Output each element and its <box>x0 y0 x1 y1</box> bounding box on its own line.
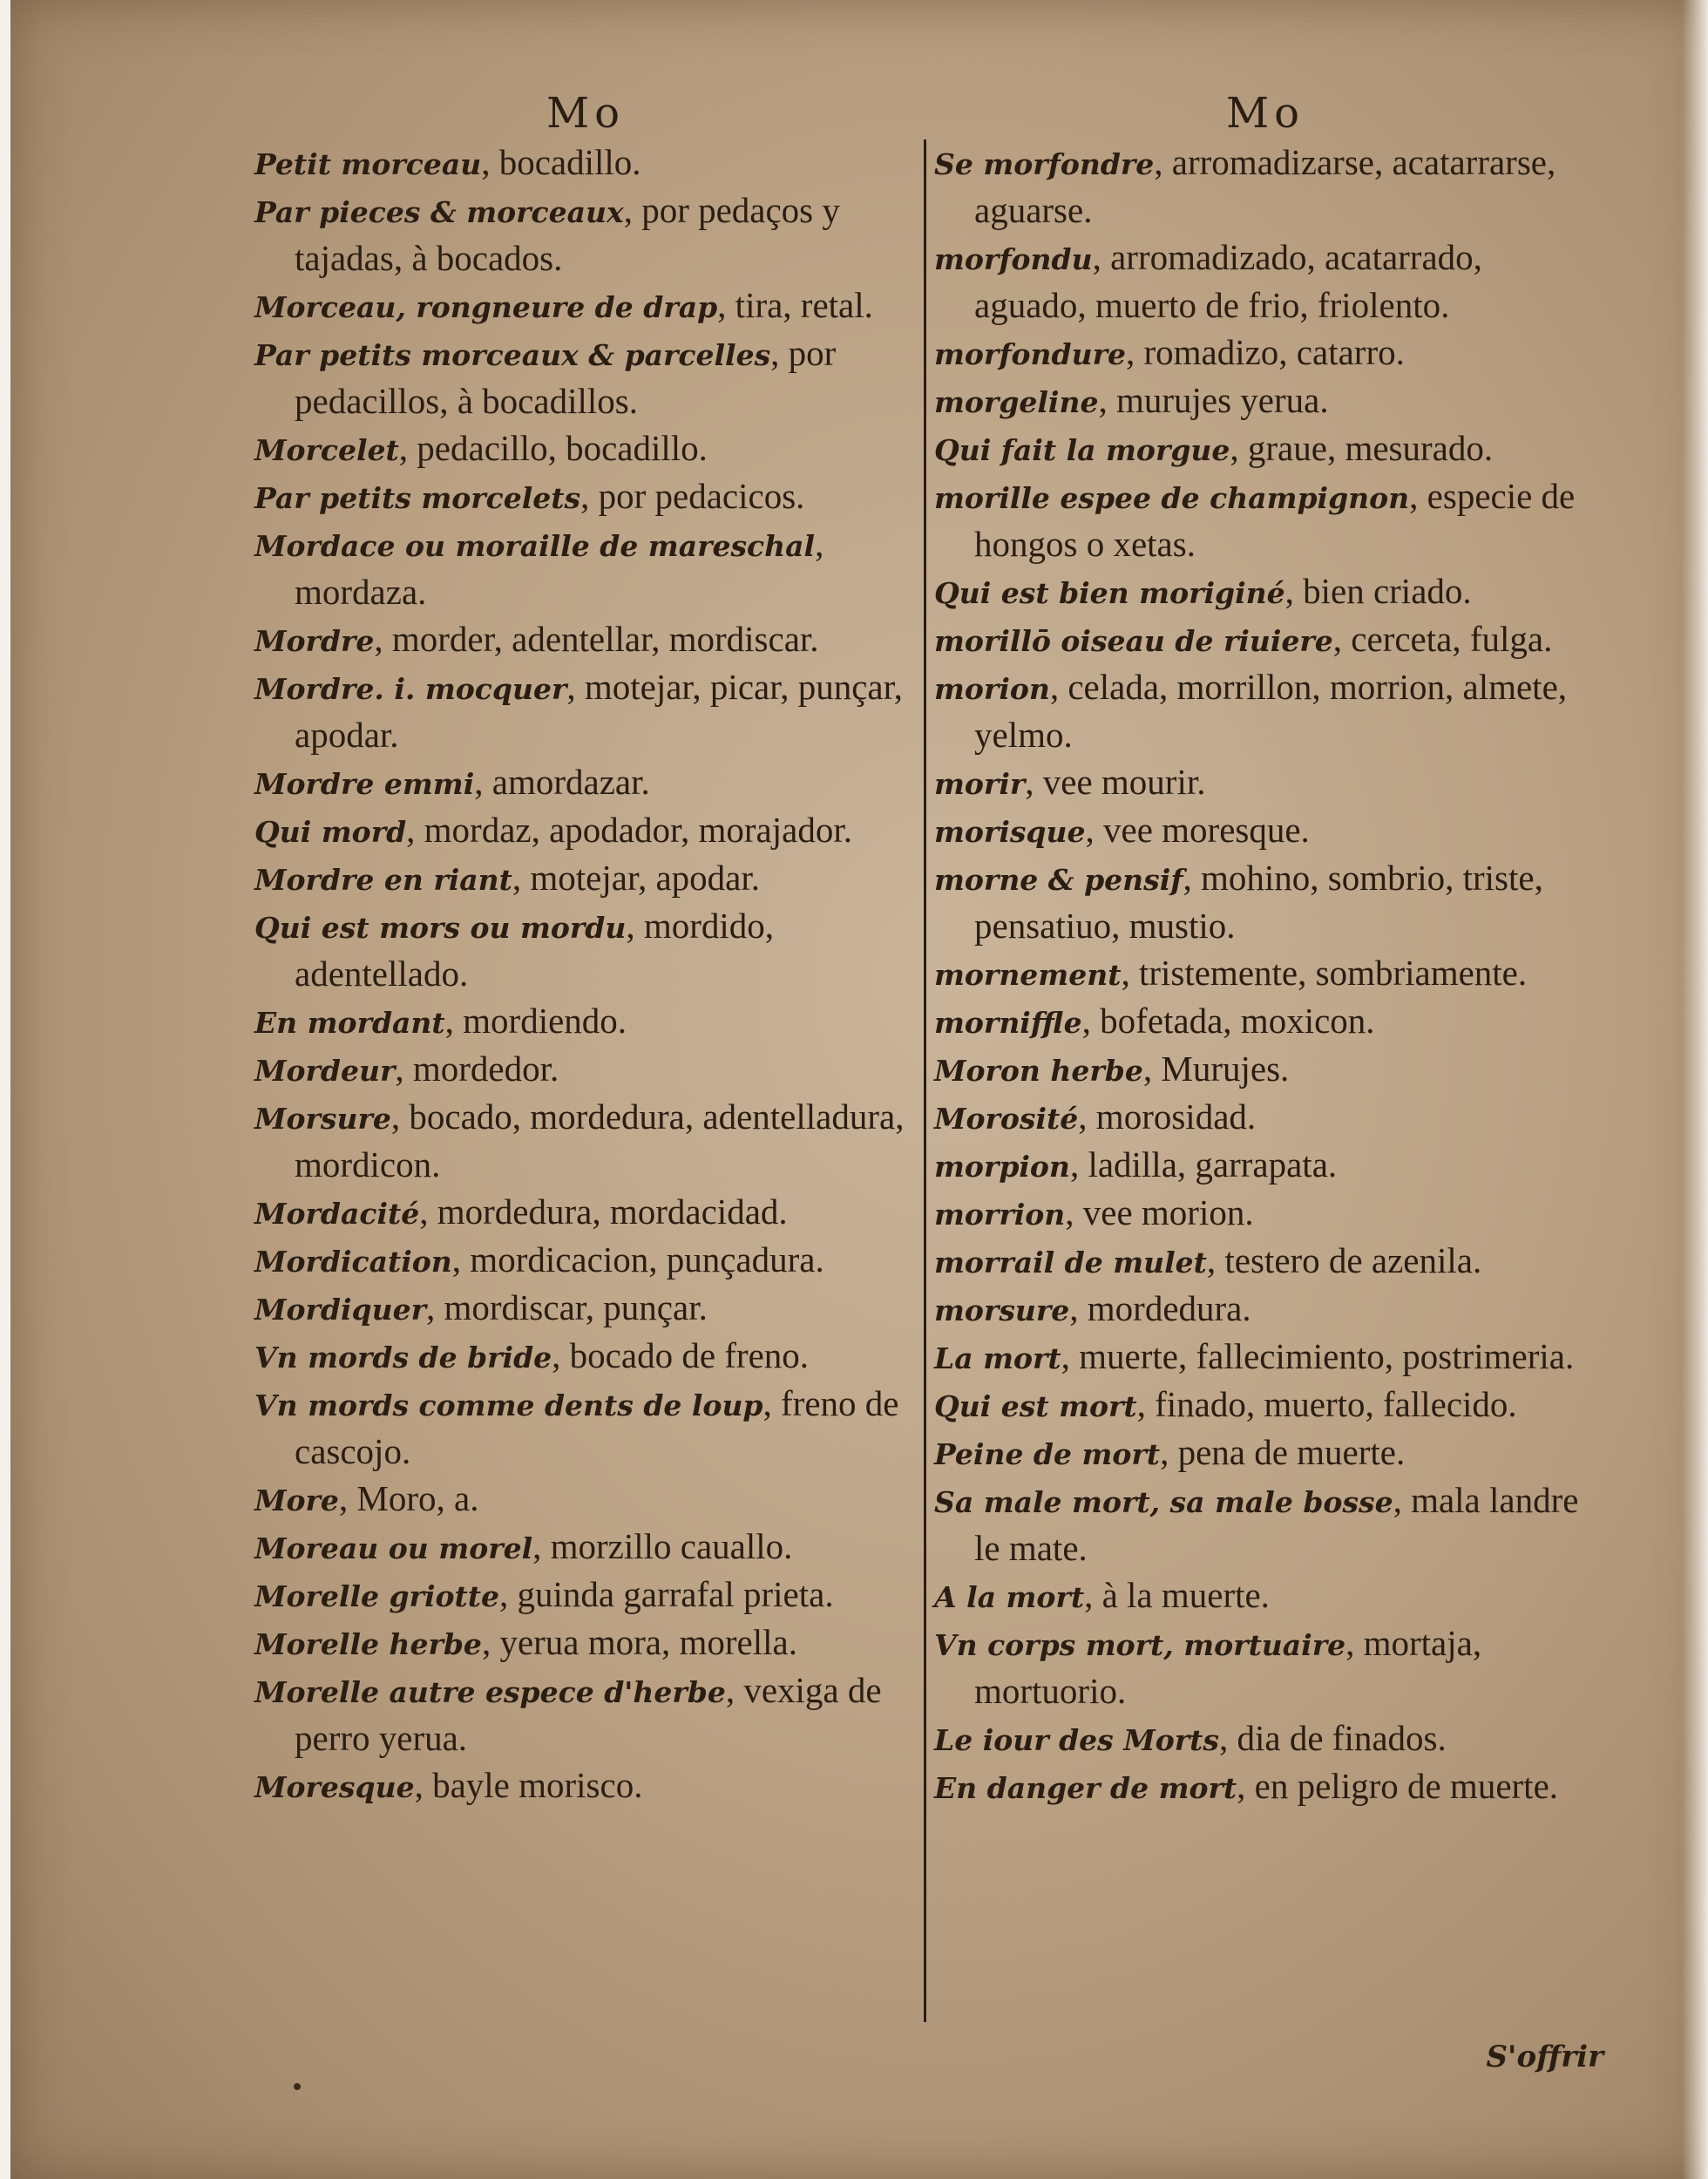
entry-translation: , à la muerte. <box>1084 1575 1270 1615</box>
entry-translation: , mohino, sombrio, triste, pensatiuo, mustio. <box>974 858 1543 946</box>
dictionary-entry <box>934 1286 1596 1334</box>
entry-headword: Moron herbe <box>934 1054 1143 1088</box>
dictionary-entry <box>934 759 1596 807</box>
entry-headword: morne & pensif <box>934 863 1183 897</box>
entry-headword: Par pieces & morceaux <box>254 195 624 229</box>
entry-translation: , dia de finados. <box>1219 1718 1447 1758</box>
entry-headword: A la mort <box>934 1580 1085 1614</box>
entry-translation: , ladilla, garrapata. <box>1069 1144 1338 1185</box>
entry-translation: , muerte, fallecimiento, postrimeria. <box>1061 1336 1575 1376</box>
entry-headword: Mordace ou moraille de mareschal <box>254 529 816 563</box>
entry-headword: Mordre en riant <box>254 863 512 897</box>
entry-headword: morillō oiseau de riuiere <box>934 624 1333 658</box>
dictionary-entry <box>254 282 917 330</box>
entry-headword: Sa male mort, sa male bosse <box>934 1485 1393 1519</box>
dictionary-entry <box>934 1094 1596 1142</box>
entry-headword: Vn mords comme dents de loup <box>254 1388 763 1422</box>
entry-translation: , bayle morisco. <box>414 1765 643 1805</box>
entry-headword: Vn corps mort, mortuaire <box>934 1628 1346 1662</box>
entry-translation: , tira, retal. <box>717 285 873 325</box>
entry-headword: Vn mords de bride <box>254 1341 552 1375</box>
dictionary-entry <box>254 139 917 187</box>
entry-headword: Morelle griotte <box>254 1579 499 1613</box>
entry-translation: , testero de azenila. <box>1206 1240 1482 1280</box>
entry-translation: , guinda garrafal prieta. <box>498 1574 834 1614</box>
entry-headword: Mordre <box>254 624 375 658</box>
entry-translation: , bocado de freno. <box>552 1335 810 1375</box>
dictionary-entry <box>934 234 1596 329</box>
entry-headword: La mort <box>934 1341 1061 1375</box>
entry-translation: , mordedura. <box>1069 1288 1251 1328</box>
entry-headword: morfondure <box>934 337 1126 371</box>
entry-translation: , Murujes. <box>1142 1049 1290 1089</box>
entry-headword: Par petits morcelets <box>254 481 581 515</box>
entry-translation: , mala landre le mate. <box>974 1480 1579 1568</box>
dictionary-entry <box>934 377 1596 425</box>
entry-translation: , por pedaços y tajadas, à bocados. <box>295 190 840 278</box>
dictionary-entry <box>254 1094 917 1189</box>
entry-translation: , mordaza. <box>295 524 824 612</box>
entry-translation: , vexiga de perro yerua. <box>295 1670 882 1758</box>
entry-headword: morpion <box>934 1150 1070 1184</box>
dictionary-entry <box>254 425 917 473</box>
entry-translation: , finado, muerto, fallecido. <box>1136 1384 1517 1424</box>
entry-translation: , vee moresque. <box>1085 810 1310 850</box>
entry-headword: Qui mord <box>254 815 407 849</box>
entry-headword: Morceau, rongneure de drap <box>254 290 718 324</box>
entry-headword: Qui est mort <box>934 1389 1137 1423</box>
entry-translation: , mordaz, apodador, morajador. <box>406 810 852 850</box>
entry-headword: Qui fait la morgue <box>934 433 1230 467</box>
dictionary-entry <box>254 1237 917 1285</box>
entry-headword: Moreau ou morel <box>254 1531 533 1565</box>
dictionary-entry <box>254 1285 917 1333</box>
dictionary-entry <box>254 1381 917 1476</box>
entry-translation: , en peligro de muerte. <box>1237 1766 1559 1806</box>
left-column <box>254 87 917 1810</box>
dictionary-entry <box>934 425 1596 473</box>
dictionary-entry <box>254 759 917 807</box>
dictionary-entry <box>254 1046 917 1094</box>
right-column-header: Mo <box>1225 89 1305 138</box>
dictionary-entry <box>934 950 1596 998</box>
entry-translation: , mordiscar, punçar. <box>426 1287 708 1327</box>
left-column-header: Mo <box>546 89 626 138</box>
dictionary-entry <box>934 329 1596 377</box>
dictionary-entry <box>934 1190 1596 1238</box>
right-column <box>934 87 1596 1811</box>
entry-headword: En mordant <box>254 1006 445 1040</box>
entry-headword: Mordre. i. mocquer <box>254 672 567 706</box>
entry-headword: Mordication <box>254 1245 452 1279</box>
entry-translation: , arromadizarse, acatarrarse, aguarse. <box>974 142 1556 230</box>
dictionary-entry <box>934 664 1596 759</box>
dictionary-entry <box>254 807 917 855</box>
entry-translation: , por pedacillos, à bocadillos. <box>295 333 837 421</box>
entry-translation: , celada, morrillon, morrion, almete, yelmo. <box>974 667 1568 755</box>
entry-translation: , pena de muerte. <box>1160 1432 1406 1472</box>
entry-headword: Morelle herbe <box>254 1627 482 1661</box>
entry-translation: , vee mourir. <box>1025 762 1206 802</box>
dictionary-entry <box>254 664 917 759</box>
entry-headword: Mordeur <box>254 1054 396 1088</box>
entry-translation: , mordedura, mordacidad. <box>419 1191 788 1232</box>
entry-headword: Mordacité <box>254 1197 420 1231</box>
dictionary-entry <box>934 1477 1596 1572</box>
entry-headword: morrail de mulet <box>934 1246 1207 1280</box>
dictionary-entry <box>934 1046 1596 1094</box>
entry-headword: More <box>254 1483 339 1517</box>
entry-headword: morgeline <box>934 385 1099 419</box>
entry-headword: En danger de mort <box>934 1771 1237 1805</box>
entry-translation: , tristemente, sombriamente. <box>1121 953 1528 993</box>
entry-headword: morion <box>934 672 1050 706</box>
dictionary-entry <box>934 807 1596 855</box>
entry-headword: Mordiquer <box>254 1293 426 1327</box>
entry-headword: Par petits morceaux & parcelles <box>254 338 771 372</box>
entry-translation: , especie de hongos o xetas. <box>974 476 1576 564</box>
dictionary-entry <box>934 998 1596 1046</box>
entry-translation: , mordedor. <box>395 1049 559 1089</box>
entry-translation: , yerua mora, morella. <box>481 1622 797 1662</box>
entry-translation: , cerceta, fulga. <box>1332 619 1553 659</box>
entry-headword: Petit morceau <box>254 147 482 181</box>
entry-headword: Morcelet <box>254 433 399 467</box>
dictionary-entry <box>254 1476 917 1524</box>
entry-translation: , romadizo, catarro. <box>1125 332 1405 372</box>
entry-translation: , Moro, a. <box>338 1478 479 1518</box>
entry-headword: Morosité <box>934 1102 1079 1136</box>
entry-translation: , murujes yerua. <box>1098 380 1329 420</box>
entry-headword: mornement <box>934 958 1122 992</box>
dictionary-entry <box>254 330 917 425</box>
dictionary-entry <box>934 1620 1596 1715</box>
entry-headword: Morsure <box>254 1102 391 1136</box>
entry-translation: , por pedacicos. <box>580 476 805 516</box>
dictionary-page <box>10 0 1708 2179</box>
entry-translation: , mordicacion, punçadura. <box>451 1239 824 1280</box>
dictionary-entry <box>254 1619 917 1667</box>
right-entry-list <box>934 139 1596 1811</box>
entry-translation: , motejar, picar, punçar, apodar. <box>295 667 903 755</box>
entry-headword: Le iour des Morts <box>934 1723 1219 1757</box>
dictionary-entry <box>934 1715 1596 1763</box>
entry-translation: , pedacillo, bocadillo. <box>398 428 708 468</box>
dictionary-entry <box>254 1189 917 1237</box>
dictionary-entry <box>934 139 1596 234</box>
column-rule <box>924 139 926 2022</box>
dictionary-entry <box>934 616 1596 664</box>
dictionary-entry <box>254 616 917 664</box>
entry-headword: morniffle <box>934 1006 1082 1040</box>
dictionary-entry <box>934 1381 1596 1429</box>
entry-translation: , bocado, mordedura, adentelladura, mordicon. <box>295 1096 905 1185</box>
entry-headword: morille espee de champignon <box>934 481 1410 515</box>
entry-translation: , vee morion. <box>1065 1192 1254 1232</box>
entry-translation: , bofetada, moxicon. <box>1081 1001 1375 1041</box>
entry-translation: , bocadillo. <box>481 142 641 182</box>
dictionary-entry <box>934 1238 1596 1286</box>
dictionary-entry <box>934 1572 1596 1620</box>
entry-headword: Qui est bien moriginé <box>934 576 1285 610</box>
entry-translation: , morder, adentellar, mordiscar. <box>374 619 819 659</box>
entry-headword: morsure <box>934 1293 1070 1327</box>
entry-headword: morfondu <box>934 242 1093 276</box>
dictionary-entry <box>254 1524 917 1571</box>
dictionary-entry <box>934 1763 1596 1811</box>
dictionary-entry <box>254 521 917 616</box>
entry-headword: morir <box>934 767 1026 801</box>
dictionary-entry <box>934 473 1596 568</box>
entry-headword: Mordre emmi <box>254 767 475 801</box>
catchword: S'offrir <box>1486 2040 1603 2074</box>
entry-translation: , mordido, adentellado. <box>295 906 775 994</box>
entry-translation: , graue, mesurado. <box>1230 428 1494 468</box>
entry-translation: , morzillo cauallo. <box>532 1526 793 1566</box>
entry-translation: , motejar, apodar. <box>512 858 761 898</box>
dictionary-entry <box>254 1571 917 1619</box>
ink-speck <box>294 2083 301 2090</box>
dictionary-entry <box>934 1142 1596 1190</box>
entry-translation: , bien criado. <box>1284 571 1472 611</box>
dictionary-entry <box>934 568 1596 616</box>
entry-headword: morisque <box>934 815 1086 849</box>
entry-translation: , amordazar. <box>474 762 650 802</box>
entry-headword: Se morfondre <box>934 147 1155 181</box>
dictionary-entry <box>254 1762 917 1810</box>
dictionary-entry <box>254 998 917 1046</box>
entry-translation: , mortaja, mortuorio. <box>974 1623 1482 1711</box>
left-entry-list <box>254 139 917 1810</box>
entry-headword: Morelle autre espece d'herbe <box>254 1675 726 1709</box>
entry-translation: , freno de cascojo. <box>295 1383 899 1471</box>
dictionary-entry <box>254 1667 917 1762</box>
dictionary-entry <box>254 473 917 521</box>
dictionary-entry <box>934 1334 1596 1381</box>
entry-translation: , morosidad. <box>1078 1096 1257 1137</box>
dictionary-entry <box>254 903 917 998</box>
entry-translation: , arromadizado, acatarrado, aguado, muerto de frio, friolento. <box>974 237 1482 325</box>
dictionary-entry <box>934 1429 1596 1477</box>
entry-headword: Moresque <box>254 1770 415 1804</box>
entry-headword: morrion <box>934 1198 1066 1232</box>
dictionary-entry <box>254 187 917 282</box>
entry-headword: Qui est mors ou mordu <box>254 911 627 945</box>
dictionary-entry <box>254 855 917 903</box>
entry-translation: , mordiendo. <box>444 1001 627 1041</box>
dictionary-entry <box>934 855 1596 950</box>
dictionary-entry <box>254 1333 917 1381</box>
entry-headword: Peine de mort <box>934 1437 1161 1471</box>
